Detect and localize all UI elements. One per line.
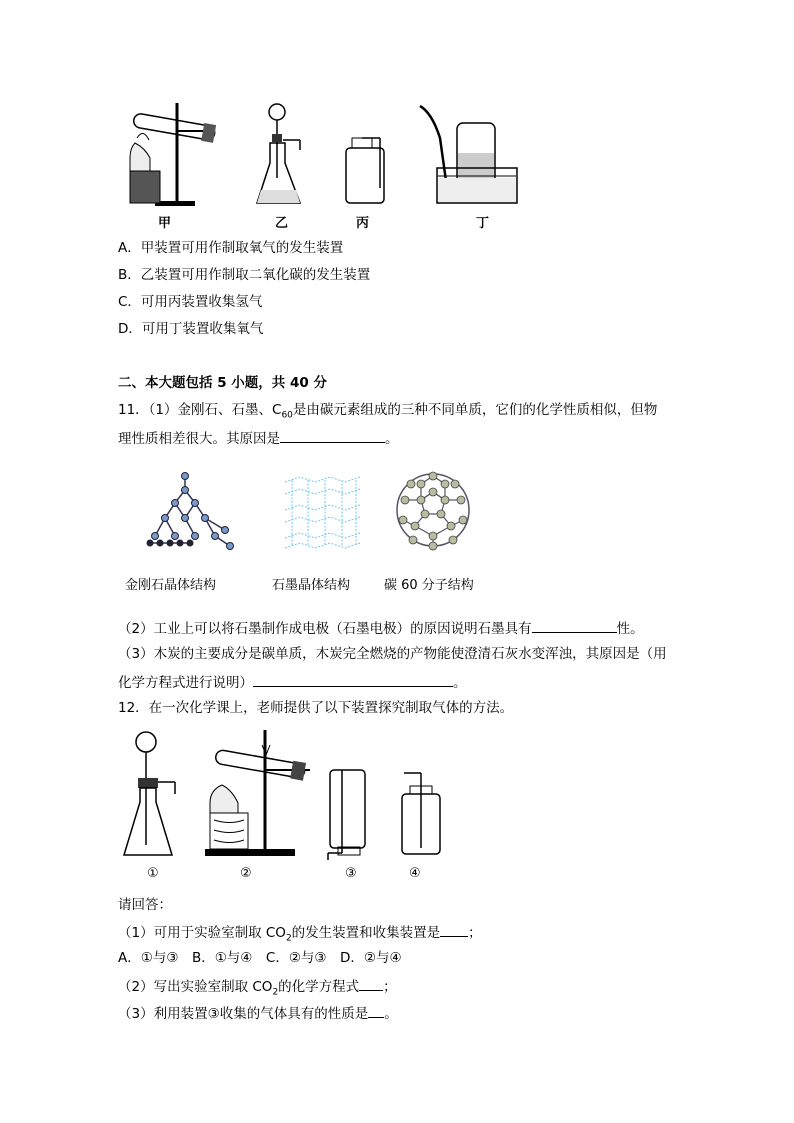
q11-c60-subscript: 60 [281, 410, 293, 421]
label-yi: 乙 [275, 216, 289, 231]
q12-sub1-end: ； [468, 925, 482, 941]
label-ding: 丁 [476, 216, 490, 231]
q12-sub2 [118, 976, 397, 1002]
apparatus-yi-illustration [255, 98, 315, 213]
q12-sub2-a: （2）写出实验室制取 CO [118, 979, 273, 995]
q12-blank-3[interactable] [368, 1003, 384, 1018]
q11-blank-3[interactable] [253, 672, 453, 687]
diamond-structure-illustration [145, 468, 240, 553]
caption-graphite: 石墨晶体结构 [272, 578, 351, 593]
q11-part1-a: 11．（1）金刚石、石墨、C [118, 402, 282, 418]
apparatus-1-illustration [120, 730, 180, 860]
q11-part2-end: 性。 [616, 621, 644, 637]
apparatus-2-illustration [200, 725, 315, 860]
q12-blank-1[interactable] [440, 922, 468, 937]
option-a: A．甲装置可用作制取氧气的发生装置 [118, 240, 344, 256]
q11-part1-line1 [118, 401, 657, 425]
q11-part3-line1: （3）木炭的主要成分是碳单质，木炭完全燃烧的产物能使澄清石灰水变浑浊，其原因是（用 [118, 646, 667, 662]
q11-part1-end: 。 [385, 431, 399, 447]
label-bing: 丙 [356, 216, 370, 231]
apparatus-3-illustration [320, 765, 370, 865]
option-b: B．乙装置可用作制取二氧化碳的发生装置 [118, 267, 371, 283]
label-1: ① [147, 866, 159, 881]
apparatus-ding-illustration [412, 98, 522, 213]
option-d: D．可用丁装置收集氧气 [118, 321, 264, 337]
q12-intro: 12．在一次化学课上，老师提供了以下装置探究制取气体的方法。 [118, 700, 514, 716]
q11-blank-1[interactable] [280, 428, 385, 443]
q12-sub3-end: 。 [384, 1006, 398, 1022]
q11-part2-a: （2）工业上可以将石墨制作成电极（石墨电极）的原因说明石墨具有 [118, 621, 532, 637]
q12-blank-2[interactable] [359, 976, 383, 991]
q12-choices: A．①与③ B．①与④ C．②与③ D．②与④ [118, 950, 402, 966]
q11-part1-c: 理性质相差很大。其原因是 [118, 431, 280, 447]
q12-sub2-end: ； [383, 979, 397, 995]
apparatus-bing-illustration [340, 98, 390, 213]
caption-diamond: 金刚石晶体结构 [125, 578, 217, 593]
graphite-structure-illustration [280, 472, 365, 552]
label-4: ④ [409, 866, 421, 881]
label-2: ② [240, 866, 252, 881]
caption-c60: 碳 60 分子结构 [384, 578, 474, 593]
q12-sub1 [118, 922, 482, 948]
q11-part3-b: 化学方程式进行说明） [118, 675, 253, 691]
q11-blank-2[interactable] [532, 618, 617, 633]
option-c: C．可用丙装置收集氢气 [118, 294, 263, 310]
q12-sub1-subscript: 2 [285, 933, 292, 944]
q12-sub2-b: 的化学方程式 [278, 979, 360, 995]
apparatus-jia-illustration [125, 98, 235, 213]
q12-prompt: 请回答： [118, 897, 172, 913]
q11-part3-line2 [118, 672, 467, 692]
q11-part2 [118, 618, 644, 638]
label-3: ③ [345, 866, 357, 881]
q11-part1-line2 [118, 428, 399, 448]
q11-part1-b: 是由碳元素组成的三种不同单质，它们的化学性质相似，但物 [292, 402, 658, 418]
q11-part3-end: 。 [453, 675, 467, 691]
section-title: 二、本大题包括 5 小题，共 40 分 [118, 375, 327, 391]
q12-sub3 [118, 1003, 398, 1023]
q12-sub3-a: （3）利用装置③收集的气体具有的性质是 [118, 1006, 369, 1022]
apparatus-4-illustration [396, 768, 446, 858]
q12-sub1-a: （1）可用于实验室制取 CO [118, 925, 286, 941]
c60-structure-illustration [393, 470, 473, 550]
q12-sub1-b: 的发生装置和收集装置是 [291, 925, 441, 941]
q12-sub2-subscript: 2 [272, 987, 279, 998]
label-jia: 甲 [158, 216, 172, 231]
